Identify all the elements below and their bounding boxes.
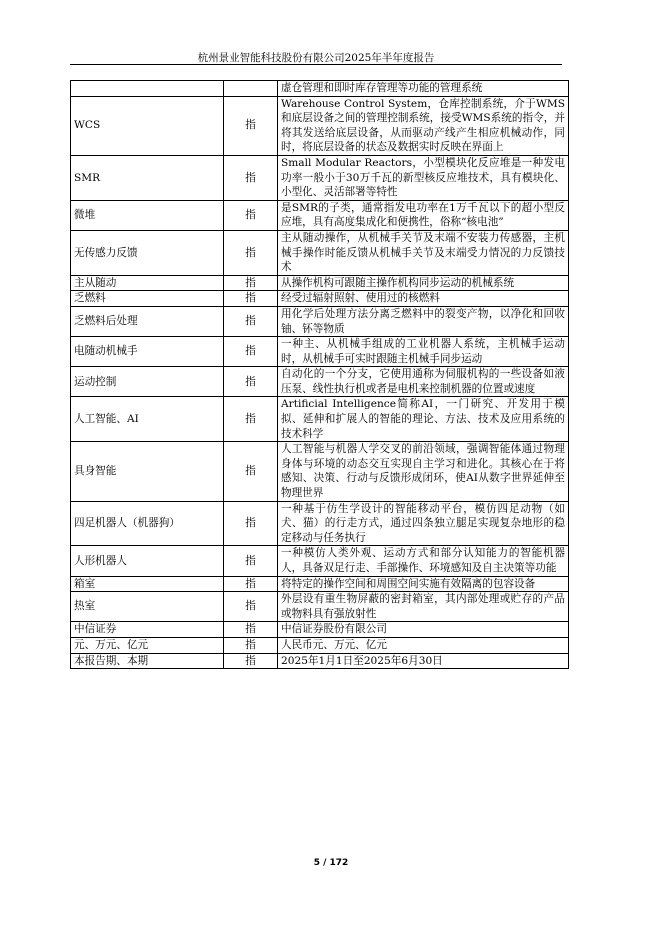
definition-cell: 一种模仿人类外观、运动方式和部分认知能力的智能机器人，具备双足行走、手部操作、环境感知及自主决策等功能 <box>278 546 569 576</box>
definition-cell: 从操作机构可跟随主操作机构同步运动的机械系统 <box>278 275 569 291</box>
zhi-cell: 指 <box>224 576 278 592</box>
table-row <box>71 230 569 275</box>
zhi-cell: 指 <box>224 96 278 155</box>
zhi-cell: 指 <box>224 200 278 230</box>
table-row <box>71 501 569 546</box>
term-cell: 乏燃料后处理 <box>71 306 224 336</box>
zhi-cell: 指 <box>224 501 278 546</box>
header-divider <box>70 64 562 65</box>
term-cell: 人工智能、AI <box>71 397 224 442</box>
table-row <box>71 200 569 230</box>
definition-cell: 自动化的一个分支，它使用通称为伺服机构的一些设备如液压泵、线性执行机或者是电机来控制机器的位置或速度 <box>278 367 569 397</box>
definition-cell: 外层设有重生物屏蔽的密封箱室，其内部处理或贮存的产品或物料具有强放射性 <box>278 592 569 622</box>
table-row <box>71 96 569 155</box>
term-cell: WCS <box>71 96 224 155</box>
zhi-cell: 指 <box>224 337 278 367</box>
term-cell: 微堆 <box>71 200 224 230</box>
definition-cell: 2025年1月1日至2025年6月30日 <box>278 653 569 669</box>
definition-cell: 人工智能与机器人学交叉的前沿领域，强调智能体通过物理身体与环境的动态交互实现自主学习和进化。其核心在于将感知、决策、行动与反馈形成闭环，使AI从数字世界延伸至物理世界 <box>278 442 569 501</box>
table-row <box>71 592 569 622</box>
zhi-cell: 指 <box>224 622 278 638</box>
term-cell: 元、万元、亿元 <box>71 637 224 653</box>
term-cell: 乏燃料 <box>71 291 224 307</box>
table-row <box>71 397 569 442</box>
zhi-cell: 指 <box>224 155 278 200</box>
term-cell: 热室 <box>71 592 224 622</box>
term-cell: 具身智能 <box>71 442 224 501</box>
table-row <box>71 367 569 397</box>
definition-cell: 经受过辐射照射、使用过的核燃料 <box>278 291 569 307</box>
definition-cell: 一种主、从机械手组成的工业机器人系统，主机械手运动时，从机械手可实时跟随主机械手同步运动 <box>278 337 569 367</box>
zhi-cell: 指 <box>224 546 278 576</box>
term-cell <box>71 81 224 97</box>
table-row <box>71 81 569 97</box>
term-cell: 本报告期、本期 <box>71 653 224 669</box>
term-cell: 中信证券 <box>71 622 224 638</box>
zhi-cell: 指 <box>224 291 278 307</box>
definition-cell: 用化学后处理方法分离乏燃料中的裂变产物，以净化和回收铀、钚等物质 <box>278 306 569 336</box>
definition-cell: 一种基于仿生学设计的智能移动平台，模仿四足动物（如犬、猫）的行走方式，通过四条独立腿足实现复杂地形的稳定移动与任务执行 <box>278 501 569 546</box>
term-cell: 无传感力反馈 <box>71 230 224 275</box>
definition-cell: 将特定的操作空间和周围空间实施有效隔离的包容设备 <box>278 576 569 592</box>
term-cell: 主从随动 <box>71 275 224 291</box>
zhi-cell: 指 <box>224 230 278 275</box>
table-row <box>71 306 569 336</box>
zhi-cell: 指 <box>224 442 278 501</box>
term-cell: 四足机器人（机器狗） <box>71 501 224 546</box>
zhi-cell: 指 <box>224 592 278 622</box>
table-row <box>71 637 569 653</box>
table-row <box>71 155 569 200</box>
zhi-cell: 指 <box>224 367 278 397</box>
glossary-table <box>70 80 569 669</box>
term-cell: 人形机器人 <box>71 546 224 576</box>
page-number: 5 / 172 <box>313 858 349 868</box>
term-cell: 电随动机械手 <box>71 337 224 367</box>
zhi-cell: 指 <box>224 275 278 291</box>
table-row <box>71 442 569 501</box>
term-cell: 运动控制 <box>71 367 224 397</box>
table-row <box>71 275 569 291</box>
definition-cell: Small Modular Reactors，小型模块化反应堆是一种发电功率一般小于30万千瓦的新型核反应堆技术，具有模块化、小型化、灵活部署等特性 <box>278 155 569 200</box>
term-cell: SMR <box>71 155 224 200</box>
zhi-cell: 指 <box>224 306 278 336</box>
definition-cell: Warehouse Control System，仓库控制系统，介于WMS和底层设备之间的管理控制系统，接受WMS系统的指令，并将其发送给底层设备，从而驱动产线产生相应机械动作，同时，将底层设备的状态及数据实时反映在界面上 <box>278 96 569 155</box>
definition-cell: 主从随动操作，从机械手关节及末端不安装力传感器，主机械手操作时能反馈从机械手关节及末端受力情况的力反馈技术 <box>278 230 569 275</box>
table-row <box>71 337 569 367</box>
zhi-cell <box>224 81 278 97</box>
zhi-cell: 指 <box>224 653 278 669</box>
table-row <box>71 291 569 307</box>
zhi-cell: 指 <box>224 397 278 442</box>
table-row <box>71 653 569 669</box>
definition-cell: 人民币元、万元、亿元 <box>278 637 569 653</box>
definition-cell: 虚仓管理和即时库存管理等功能的管理系统 <box>278 81 569 97</box>
table-row <box>71 546 569 576</box>
zhi-cell: 指 <box>224 637 278 653</box>
table-row <box>71 622 569 638</box>
definition-cell: 中信证券股份有限公司 <box>278 622 569 638</box>
definition-cell: 是SMR的子类，通常指发电功率在1万千瓦以下的超小型反应堆，具有高度集成化和便携性，俗称“核电池” <box>278 200 569 230</box>
table-row <box>71 576 569 592</box>
page-header-title: 杭州景业智能科技股份有限公司2025年半年度报告 <box>197 52 435 64</box>
term-cell: 箱室 <box>71 576 224 592</box>
definition-cell: Artificial Intelligence简称AI，一门研究、开发用于模拟、延伸和扩展人的智能的理论、方法、技术及应用系统的技术科学 <box>278 397 569 442</box>
